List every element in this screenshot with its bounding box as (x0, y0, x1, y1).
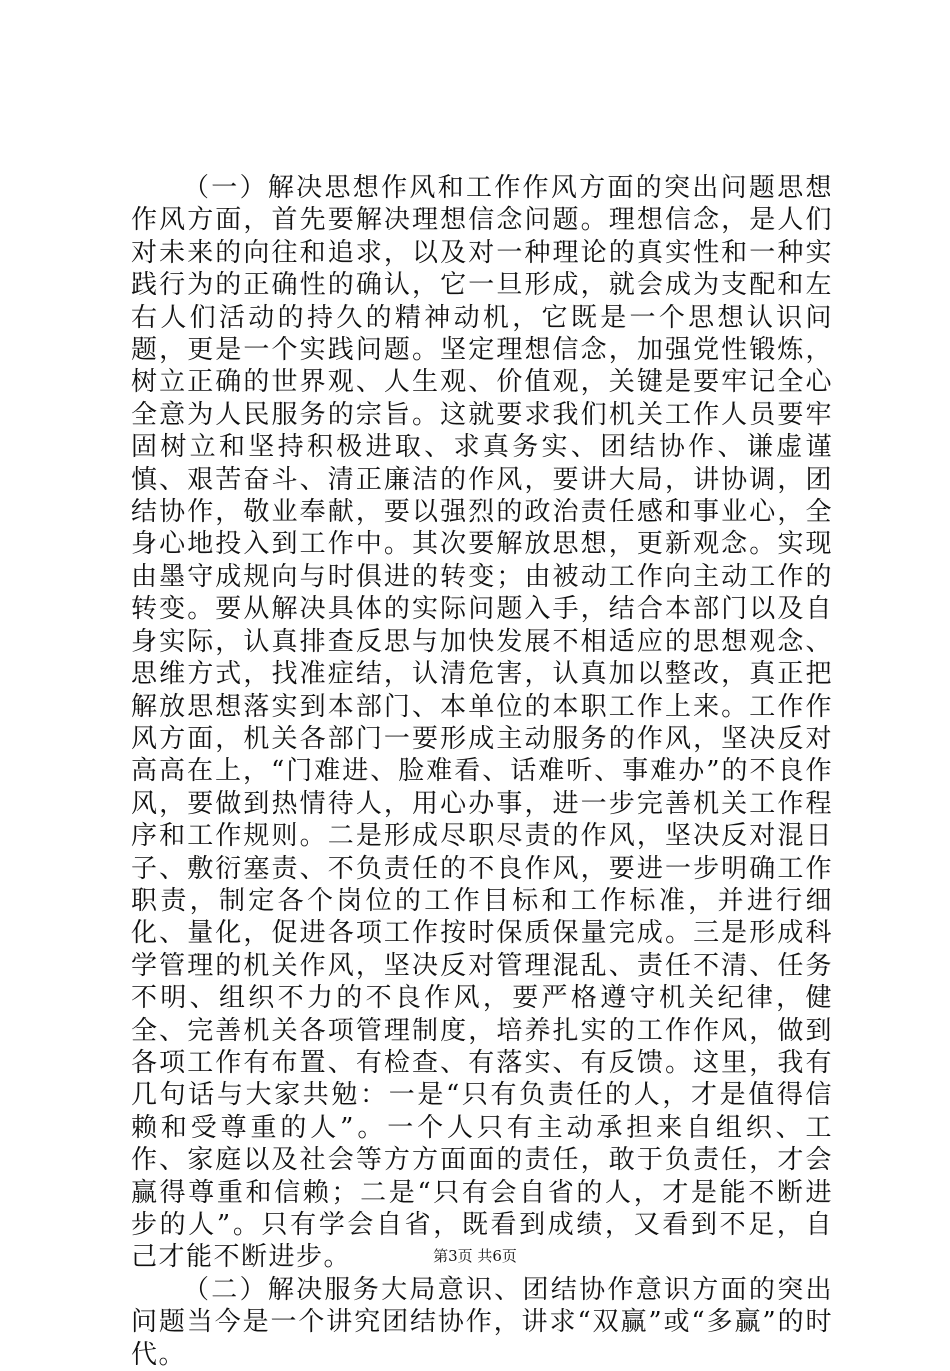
paragraph-1: （一）解决思想作风和工作作风方面的突出问题思想作风方面，首先要解决理想信念问题。理想信念，是人们对未来的向往和追求，以及对一种理论的真实性和一种实践行为的正确性的确认，它一旦形成，就会成为支配和左右人们活动的持久的精神动机，它既是一个思想认识问题，更是一个实践问题。坚定理想信念，加强党性锻炼，树立正确的世界观、人生观、价值观，关键是要牢记全心全意为人民服务的宗旨。这就要求我们机关工作人员要牢固树立和坚持积极进取、求真务实、团结协作、谦虚谨慎、艰苦奋斗、清正廉洁的作风，要讲大局，讲协调，团结协作，敬业奉献，要以强烈的政治责任感和事业心，全身心地投入到工作中。其次要解放思想，更新观念。实现由墨守成规向与时俱进的转变；由被动工作向主动工作的转变。要从解决具体的实际问题入手，结合本部门以及自身实际，认真排查反思与加快发展不相适应的思想观念、思维方式，找准症结，认清危害，认真加以整改，真正把解放思想落实到本部门、本单位的本职工作上来。工作作风方面，机关各部门一要形成主动服务的作风，坚决反对高高在上，“门难进、脸难看、话难听、事难办”的不良作风，要做到热情待人，用心办事，进一步完善机关工作程序和工作规则。二是形成尽职尽责的作风，坚决反对混日子、敷衍塞责、不负责任的不良作风，要进一步明确工作职责，制定各个岗位的工作目标和工作标准，并进行细化、量化，促进各项工作按时保质保量完成。三是形成科学管理的机关作风，坚决反对管理混乱、责任不清、任务不明、组织不力的不良作风，要严格遵守机关纪律，健全、完善机关各项管理制度，培养扎实的工作作风，做到各项工作有布置、有检查、有落实、有反馈。这里，我有几句话与大家共勉：一是“只有负责任的人，才是值得信赖和受尊重的人”。一个人只有主动承担来自组织、工作、家庭以及社会等方方面面的责任，敢于负责任，才会赢得尊重和信赖；二是“只有会自省的人，才是能不断进步的人”。只有学会自省，既看到成绩，又看到不足，自己才能不断进步。 (131, 173, 833, 1273)
paragraph-2: （二）解决服务大局意识、团结协作意识方面的突出问题当今是一个讲究团结协作，讲求“双赢”或“多赢”的时代。 (131, 1274, 833, 1370)
page-number-footer: 第3页 共6页 (433, 1247, 517, 1265)
body-text (131, 172, 833, 1371)
